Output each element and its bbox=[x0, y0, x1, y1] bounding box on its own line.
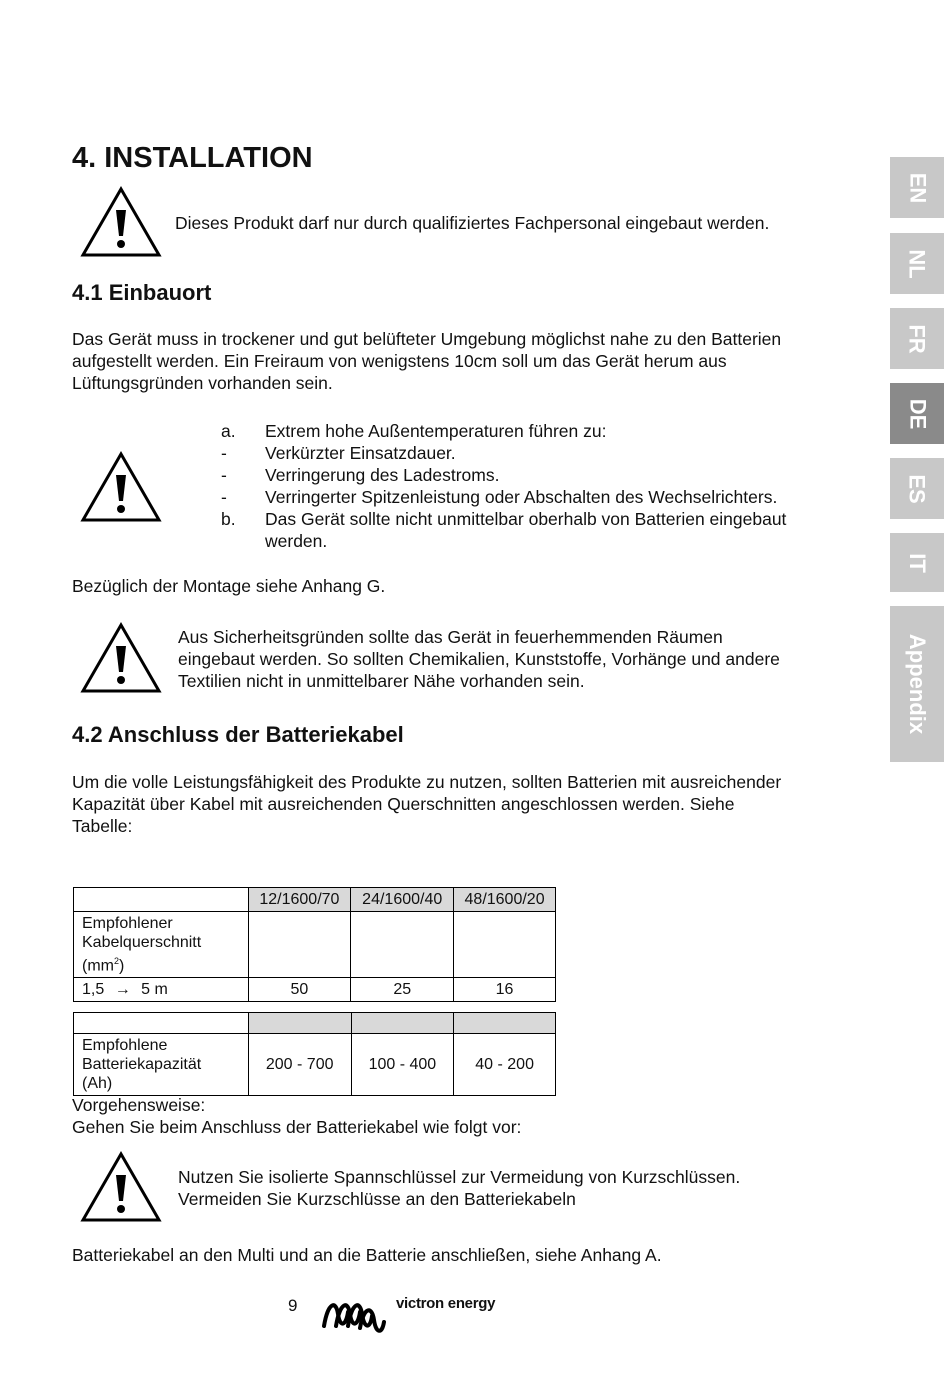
paragraph-line: Tabelle: bbox=[72, 816, 133, 836]
warning-line: Nutzen Sie isolierte Spannschlüssel zur Vermeidung von Kurzschlüssen. bbox=[178, 1167, 741, 1187]
row-label bbox=[74, 912, 249, 978]
fire-safety-warning bbox=[178, 626, 868, 692]
table-cell bbox=[351, 912, 454, 978]
list-text: Das Gerät sollte nicht unmittelbar oberhalb von Batterien eingebaut werden. bbox=[265, 509, 787, 551]
row-label-line: (Ah) bbox=[82, 1075, 113, 1092]
list-marker: b. bbox=[221, 509, 236, 529]
paragraph-line: Um die volle Leistungsfähigkeit des Produkte zu nutzen, sollten Batterien mit ausreichender bbox=[72, 772, 782, 792]
table-row bbox=[74, 978, 556, 1002]
section-42-paragraph bbox=[72, 771, 872, 837]
unit-superscript: 2 bbox=[113, 956, 119, 966]
table-cell bbox=[74, 1013, 249, 1034]
list-marker: a. bbox=[221, 421, 236, 441]
warning-icon bbox=[80, 186, 162, 258]
table-cell: 40 - 200 bbox=[454, 1034, 556, 1096]
row-label-line: Batteriekapazität bbox=[82, 1056, 202, 1073]
page-heading: 4. INSTALLATION bbox=[72, 142, 313, 174]
warning-line: Textilien nicht in unmittelbarer Nähe vorhanden sein. bbox=[178, 671, 585, 691]
section-41-title: 4.1 Einbauort bbox=[72, 280, 212, 305]
table-cell: 25 bbox=[351, 978, 454, 1002]
tab-label: FR bbox=[904, 323, 930, 354]
table-header-row bbox=[74, 1013, 556, 1034]
warning-icon bbox=[80, 622, 162, 694]
unit-text: (mm bbox=[82, 957, 114, 975]
tab-appendix[interactable] bbox=[890, 606, 944, 762]
section-42-title: 4.2 Anschluss der Batteriekabel bbox=[72, 722, 404, 747]
tab-en[interactable] bbox=[890, 157, 944, 218]
table-cell: 16 bbox=[454, 978, 556, 1002]
tab-label: Appendix bbox=[905, 633, 931, 735]
paragraph-line: aufgestellt werden. Ein Freiraum von wenigstens 10cm soll um das Gerät herum aus bbox=[72, 351, 727, 371]
tab-label: NL bbox=[904, 248, 930, 279]
brand-name: victron energy bbox=[396, 1295, 496, 1312]
row-label-line: Kabelquerschnitt bbox=[82, 934, 202, 951]
warning-line: eingebaut werden. So sollten Chemikalien, Kunststoffe, Vorhänge und andere bbox=[178, 649, 780, 669]
list-text: Verringerter Spitzenleistung oder Abschalten des Wechselrichters. bbox=[265, 487, 778, 507]
tab-es[interactable] bbox=[890, 458, 944, 519]
table-cell bbox=[248, 912, 351, 978]
warning-icon bbox=[80, 1151, 162, 1223]
column-header: 24/1600/40 bbox=[351, 888, 454, 912]
table-cell: 200 - 700 bbox=[248, 1034, 351, 1096]
unit-text: ) bbox=[119, 957, 125, 975]
warning-line: Aus Sicherheitsgründen sollte das Gerät in feuerhemmenden Räumen bbox=[178, 627, 723, 647]
mounting-reference: Bezüglich der Montage siehe Anhang G. bbox=[72, 576, 386, 596]
cable-cross-section-table bbox=[73, 887, 556, 1002]
length-to: 5 m bbox=[141, 981, 168, 999]
list-text: Verkürzter Einsatzdauer. bbox=[265, 443, 456, 463]
row-label bbox=[74, 978, 249, 1002]
row-label-line: Empfohlene bbox=[82, 1037, 168, 1054]
tab-de[interactable] bbox=[890, 383, 944, 444]
battery-capacity-table bbox=[73, 1012, 556, 1096]
section-41-paragraph bbox=[72, 328, 872, 394]
table-row bbox=[74, 1034, 556, 1096]
page-number: 9 bbox=[288, 1296, 298, 1315]
paragraph-line: Kapazität über Kabel mit ausreichenden Querschnitten angeschlossen werden. Siehe bbox=[72, 794, 735, 814]
table-row bbox=[74, 912, 556, 978]
procedure-text: Gehen Sie beim Anschluss der Batteriekabel wie folgt vor: bbox=[72, 1117, 522, 1137]
tab-label: IT bbox=[905, 552, 930, 573]
table-cell bbox=[454, 912, 556, 978]
tools-warning bbox=[178, 1166, 868, 1210]
table-cell: 50 bbox=[248, 978, 351, 1002]
table-header-row bbox=[74, 888, 556, 912]
list-text: Extrem hohe Außentemperaturen führen zu: bbox=[265, 421, 607, 441]
row-label bbox=[74, 1034, 249, 1096]
table-cell bbox=[74, 888, 249, 912]
table-cell bbox=[248, 1013, 351, 1034]
list-marker: - bbox=[221, 487, 227, 507]
tab-nl[interactable] bbox=[890, 233, 944, 294]
column-header: 12/1600/70 bbox=[248, 888, 351, 912]
warning-line: Vermeiden Sie Kurzschlüsse an den Batteriekabeln bbox=[178, 1189, 576, 1209]
table-cell bbox=[351, 1013, 454, 1034]
table-cell: 100 - 400 bbox=[351, 1034, 454, 1096]
column-header: 48/1600/20 bbox=[454, 888, 556, 912]
table-cell bbox=[454, 1013, 556, 1034]
tab-it[interactable] bbox=[890, 533, 944, 592]
unit-label bbox=[82, 952, 240, 975]
paragraph-line: Lüftungsgründen vorhanden sein. bbox=[72, 373, 333, 393]
arrow-right-icon: → bbox=[114, 981, 131, 999]
list-marker: - bbox=[221, 443, 227, 463]
warning-intro-text: Dieses Produkt darf nur durch qualifiziertes Fachpersonal eingebaut werden. bbox=[175, 213, 770, 233]
list-marker: - bbox=[221, 465, 227, 485]
warning-icon bbox=[80, 451, 162, 523]
paragraph-line: Das Gerät muss in trockener und gut belüfteter Umgebung möglichst nahe zu den Batterien bbox=[72, 329, 782, 349]
length-from: 1,5 bbox=[82, 981, 105, 999]
tab-fr[interactable] bbox=[890, 308, 944, 369]
tab-label: EN bbox=[905, 172, 930, 203]
procedure-label: Vorgehensweise: bbox=[72, 1095, 206, 1115]
row-label-line: Empfohlener bbox=[82, 915, 173, 932]
final-instruction: Batteriekabel an den Multi und an die Batterie anschließen, siehe Anhang A. bbox=[72, 1245, 662, 1265]
tab-label: DE bbox=[905, 398, 930, 429]
list-text: Verringerung des Ladestroms. bbox=[265, 465, 500, 485]
victron-logo-icon bbox=[320, 1296, 390, 1340]
tab-label: ES bbox=[904, 473, 930, 504]
